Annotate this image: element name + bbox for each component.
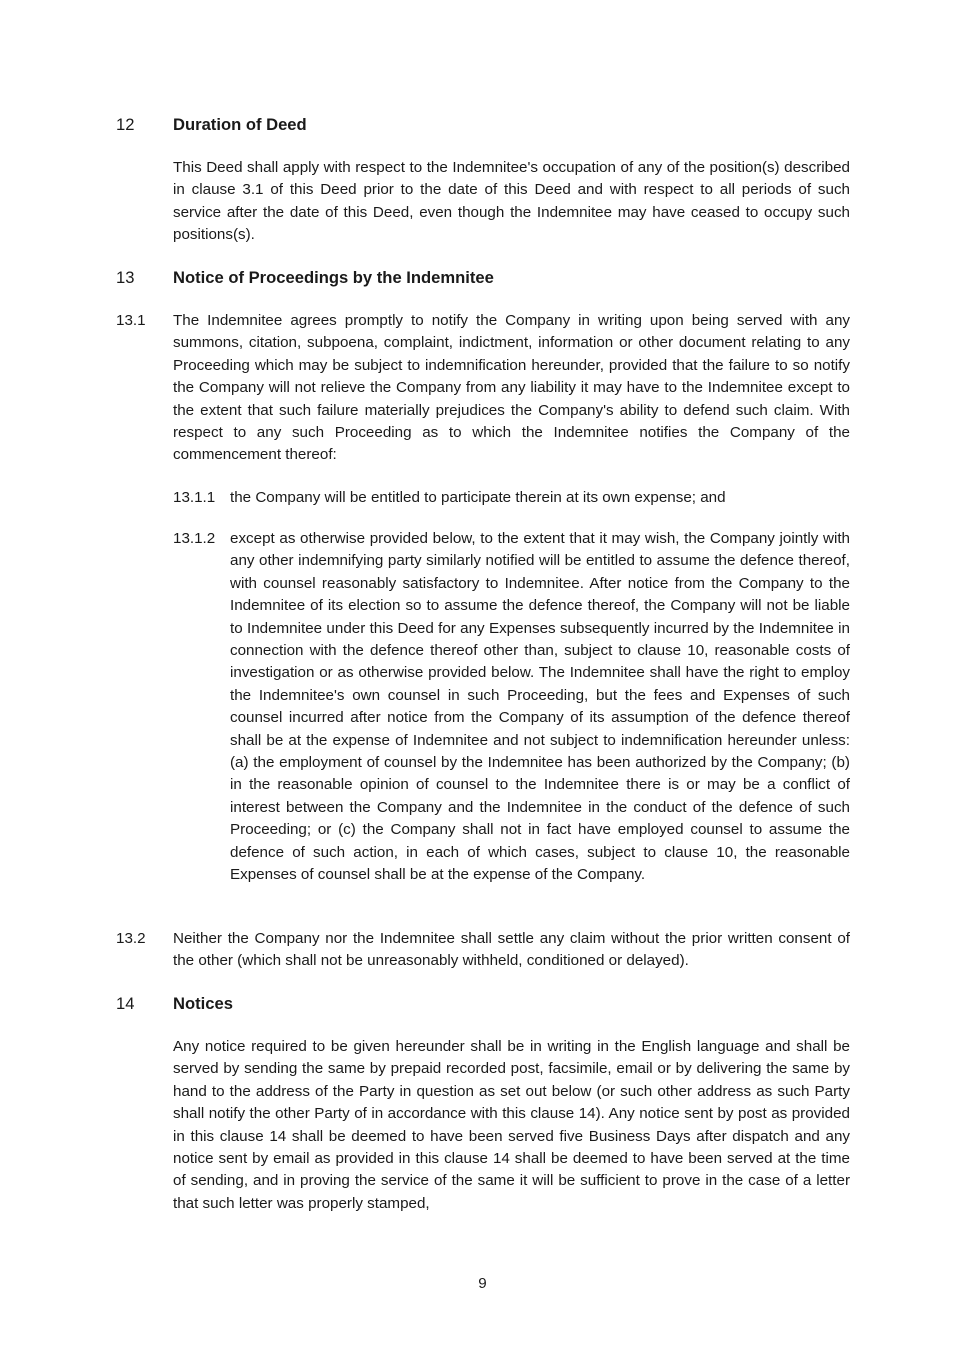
clause-number-13-1: 13.1	[116, 312, 146, 329]
section-title: Notice of Proceedings by the Indemnitee	[173, 268, 494, 287]
clause-number-13-1-2: 13.1.2	[173, 530, 216, 547]
section-number: 13	[116, 268, 135, 287]
clause-13-1-text: The Indemnitee agrees promptly to notify the Company in writing upon being served with any summons, citation, subpoena, complaint, indictment, information or other document relating to any Proceeding which may be subject to indemnification hereunder, provided that the failure to so notify the Company will not relieve the Company from any liability it may have to the Indemnitee except to the extent that such failure materially prejudices the Company's ability to defend such claim. With respect to any such Proceeding as to which the Indemnitee notifies the Company of the commencement thereof:	[173, 312, 850, 464]
section-12-body: This Deed shall apply with respect to the Indemnitee's occupation of any of the position(s) described in clause 3.1 of this Deed prior to the date of this Deed and with respect to all periods of such service after the date of this Deed, even though the Indemnitee may have ceased to occupy such positions(s).	[173, 159, 850, 244]
clause-13-1-2-text: except as otherwise provided below, to the extent that it may wish, the Company jointly with any other indemnifying party similarly notified will be entitled to assume the defence thereof, with counsel reasonably satisfactory to Indemnitee. After notice from the Company to the Indemnitee of its election so to assume the defence thereof, the Company will not be liable to Indemnitee under this Deed for any Expenses subsequently incurred by the Indemnitee in connection with the defence thereof other than, subject to clause 10, reasonable costs of investigation or as otherwise provided below. The Indemnitee shall have the right to employ the Indemnitee's own counsel in such Proceeding, but the fees and Expenses of such counsel incurred after notice from the Company of its assumption of the defence thereof shall be at the expense of Indemnitee and not subject to indemnification hereunder unless: (a) the employment of counsel by the Indemnitee has been authorized by the Company; (b) in the reasonable opinion of counsel to the Indemnitee there is or may be a conflict of interest between the Company and the Indemnitee in the conduct of the defence of such Proceeding; or (c) the Company shall not in fact have employed counsel to assume the defence of such action, in each of which cases, subject to clause 10, the reasonable Expenses of counsel shall be at the expense of the Company.	[230, 530, 850, 884]
clause-13-1-1-text: the Company will be entitled to participate therein at its own expense; and	[230, 489, 726, 506]
clause-number-13-2: 13.2	[116, 930, 146, 947]
section-number: 14	[116, 994, 135, 1013]
section-title: Notices	[173, 994, 233, 1013]
section-title: Duration of Deed	[173, 115, 307, 134]
section-14-body: Any notice required to be given hereunder shall be in writing in the English language and shall be served by sending the same by prepaid recorded post, facsimile, email or by delivering the same by hand to the address of the Party in question as set out below (or such other address as such Party shall notify the other Party of in accordance with this clause 14). Any notice sent by post as provided in this clause 14 shall be deemed to have been served five Business Days after dispatch and any notice sent by email as provided in this clause 14 shall be deemed to have been served at the time of sending, and in proving the service of the same it will be sufficient to prove in the case of a letter that such letter was properly stamped,	[173, 1038, 850, 1212]
clause-13-2-text: Neither the Company nor the Indemnitee shall settle any claim without the prior written consent of the other (which shall not be unreasonably withheld, conditioned or delayed).	[173, 930, 850, 970]
section-number: 12	[116, 115, 135, 134]
clause-number-13-1-1: 13.1.1	[173, 489, 216, 506]
page-number: 9	[478, 1275, 487, 1292]
